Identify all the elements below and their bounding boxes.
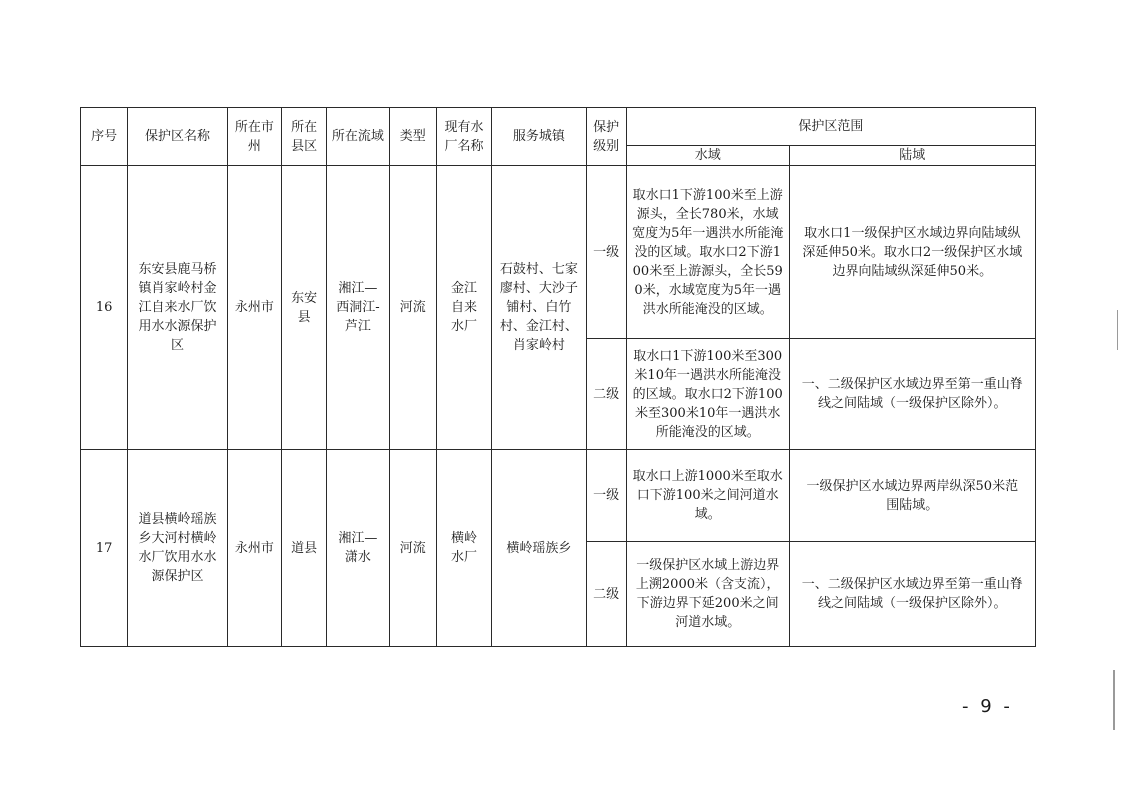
land-scope: 一、二级保护区水域边界至第一重山脊线之间陆域（一级保护区除外）。 bbox=[789, 542, 1035, 647]
table-row bbox=[81, 450, 1036, 542]
row-towns: 石鼓村、七家廖村、大沙子铺村、白竹村、金江村、肖家岭村 bbox=[492, 166, 586, 450]
header-type: 类型 bbox=[389, 108, 436, 166]
header-land: 陆域 bbox=[789, 146, 1035, 166]
row-name: 道县横岭瑶族乡大河村横岭水厂饮用水水源保护区 bbox=[128, 450, 228, 647]
scan-edge-mark bbox=[1117, 310, 1118, 350]
row-level: 二级 bbox=[586, 542, 626, 647]
row-basin: 湘江—潇水 bbox=[327, 450, 389, 647]
row-city: 永州市 bbox=[227, 166, 281, 450]
row-basin: 湘江—西洞江-芦江 bbox=[327, 166, 389, 450]
water-scope: 取水口上游1000米至取水口下游100米之间河道水域。 bbox=[626, 450, 789, 542]
water-scope: 取水口1下游100米至300米10年一遇洪水所能淹没的区域。取水口2下游100米至300米10年一遇洪水所能淹没的区域。 bbox=[626, 339, 789, 450]
water-scope: 一级保护区水域上游边界上溯2000米（含支流），下游边界下延200米之间河道水域。 bbox=[626, 542, 789, 647]
header-name: 保护区名称 bbox=[128, 108, 228, 166]
row-name: 东安县鹿马桥镇肖家岭村金江自来水厂饮用水水源保护区 bbox=[128, 166, 228, 450]
header-water: 水域 bbox=[626, 146, 789, 166]
row-seq: 17 bbox=[81, 450, 128, 647]
header-basin: 所在流域 bbox=[327, 108, 389, 166]
row-level: 二级 bbox=[586, 339, 626, 450]
row-type: 河流 bbox=[389, 166, 436, 450]
row-type: 河流 bbox=[389, 450, 436, 647]
row-level: 一级 bbox=[586, 166, 626, 339]
header-towns: 服务城镇 bbox=[492, 108, 586, 166]
row-city: 永州市 bbox=[227, 450, 281, 647]
header-scope: 保护区范围 bbox=[626, 108, 1035, 146]
land-scope: 一、二级保护区水域边界至第一重山脊线之间陆域（一级保护区除外）。 bbox=[789, 339, 1035, 450]
scan-edge-mark bbox=[1113, 670, 1115, 730]
protection-zone-table bbox=[80, 107, 1036, 647]
header-city: 所在市州 bbox=[227, 108, 281, 166]
land-scope: 取水口1一级保护区水域边界向陆域纵深延伸50米。取水口2一级保护区水域边界向陆域纵深延伸50米。 bbox=[789, 166, 1035, 339]
header-seq: 序号 bbox=[81, 108, 128, 166]
row-county: 东安县 bbox=[282, 166, 327, 450]
row-plant: 横岭水厂 bbox=[436, 450, 491, 647]
row-plant: 金江自来水厂 bbox=[436, 166, 491, 450]
water-scope: 取水口1下游100米至上游源头，全长780米，水域宽度为5年一遇洪水所能淹没的区域。取水口2下游100米至上游源头，全长590米，水域宽度为5年一遇洪水所能淹没的区域。 bbox=[626, 166, 789, 339]
row-level: 一级 bbox=[586, 450, 626, 542]
table-row bbox=[81, 166, 1036, 339]
header-level: 保护级别 bbox=[586, 108, 626, 166]
row-towns: 横岭瑶族乡 bbox=[492, 450, 586, 647]
land-scope: 一级保护区水域边界两岸纵深50米范围陆域。 bbox=[789, 450, 1035, 542]
row-county: 道县 bbox=[282, 450, 327, 647]
row-seq: 16 bbox=[81, 166, 128, 450]
header-county: 所在县区 bbox=[282, 108, 327, 166]
page-number: - 9 - bbox=[962, 696, 1013, 717]
header-plant: 现有水厂名称 bbox=[436, 108, 491, 166]
